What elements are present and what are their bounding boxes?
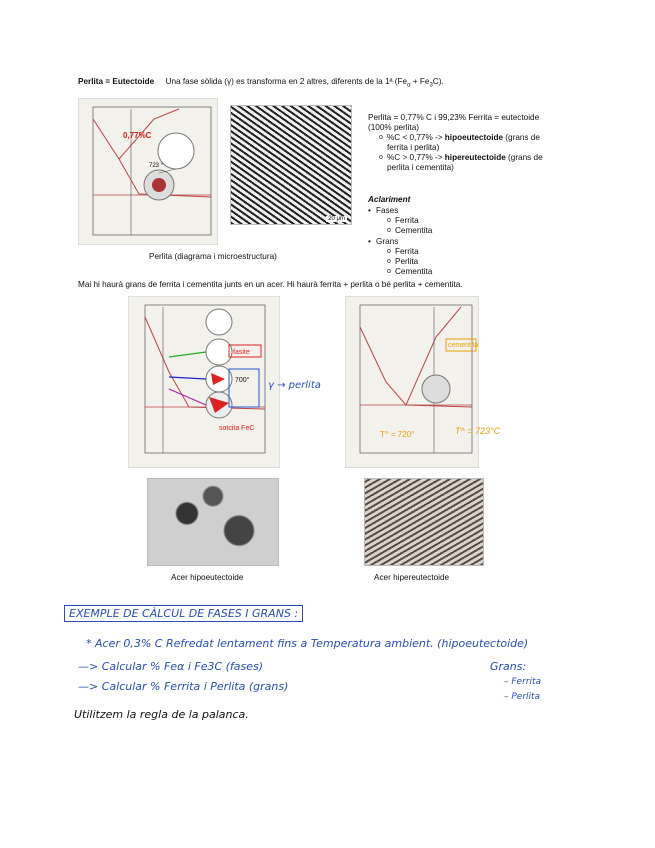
example-title-box: EXEMPLE DE CÀLCUL DE FASES I GRANS : xyxy=(64,605,303,622)
hand-line1: * Acer 0,3% C Refredat lentament fins a Temperatura ambient. (hipoeutectoide) xyxy=(86,637,529,650)
hand-line3: —> Calcular % Ferrita i Perlita (grans) xyxy=(78,680,289,693)
ann-t1: T^ = 720° xyxy=(380,430,415,439)
note-line1: Perlita = 0,77% C i 99,23% Ferrita = eutectoide xyxy=(368,113,540,122)
note-hyper-c: (grans de xyxy=(505,153,543,162)
scale-bar-label: 20 μm xyxy=(328,216,345,222)
phase-diagram-hyper xyxy=(345,296,479,468)
ann-t2: T^ = 723°C xyxy=(455,426,501,436)
grans-item-2: o Cementita xyxy=(395,267,432,277)
section-heading xyxy=(78,77,444,91)
grans-item-0: o Ferrita xyxy=(395,247,419,257)
phase-diagram-hyper-svg xyxy=(346,297,478,467)
fases-item-0: o Ferrita xyxy=(395,216,419,226)
note-line2: (100% perlita) xyxy=(368,123,419,132)
caption-hyper: Acer hipereutectoide xyxy=(374,573,450,582)
aclariment-fases: • Fases xyxy=(376,206,398,216)
hand-line4: Utilitzem la regla de la palanca. xyxy=(74,708,249,721)
hand-grans-2: – Perlita xyxy=(504,692,541,702)
aclariment-title: Aclariment xyxy=(368,195,411,204)
ann-700: 700° xyxy=(235,377,250,384)
ann-fasite: fasite xyxy=(233,349,250,356)
heading-plus: + Fe xyxy=(410,77,430,86)
note-hyper xyxy=(387,153,543,163)
sentence: Mai hi haurà grans de ferrita i cementita junts en un acer. Hi haurà ferrita + perlita o bé perlita + cementita. xyxy=(78,280,463,289)
grans-item-1: o Perlita xyxy=(395,257,418,267)
micrograph-hypo xyxy=(147,478,279,566)
perlite-micrograph xyxy=(230,105,352,225)
heading-sub-3: 3 xyxy=(429,82,433,89)
heading-text: Una fase sòlida (γ) es transforma en 2 altres, diferents de la 1ª (Fe xyxy=(165,77,408,86)
ann-gamma-perlita: γ → perlita xyxy=(268,380,321,391)
note-hypo-c: (grans de xyxy=(503,133,540,142)
hand-grans-1: – Ferrita xyxy=(504,677,542,687)
label-077: 0,77%C xyxy=(123,131,152,140)
note-hyper-a: %C > 0,77% -> xyxy=(387,153,445,162)
note-hyper-b: hipereutectoide xyxy=(444,153,506,162)
micrograph-hyper xyxy=(364,478,484,566)
heading-sub-alpha: α xyxy=(407,82,411,89)
phase-diagram-perlite xyxy=(78,98,218,245)
caption-hypo: Acer hipoeutectoide xyxy=(171,573,244,582)
phase-diagram-perlite-svg xyxy=(79,99,217,244)
note-hypo xyxy=(387,133,540,143)
note-hypo-b: hipoeutectoide xyxy=(444,133,504,142)
ann-cementita: cementita xyxy=(448,342,479,349)
ann-sotcita: sotcita FeC xyxy=(219,425,255,432)
label-723: 723 ° xyxy=(149,163,164,169)
note-hyper-d: perlita i cementita) xyxy=(387,163,454,172)
phase-diagram-hypo-svg xyxy=(129,297,279,467)
hand-line2: —> Calcular % Feα i Fe3C (fases) xyxy=(78,660,264,673)
note-hypo-d: ferrita i perlita) xyxy=(387,143,440,152)
note-hypo-a: %C < 0,77% -> xyxy=(387,133,445,142)
fases-item-1: o Cementita xyxy=(395,226,432,236)
heading-bold: Perlita = Eutectoide xyxy=(78,77,155,86)
hand-grans: Grans: xyxy=(490,660,527,673)
heading-end: C). xyxy=(432,77,444,86)
aclariment-grans: • Grans xyxy=(376,237,398,247)
phase-diagram-hypo xyxy=(128,296,280,468)
figure-caption-perlite: Perlita (diagrama i microestructura) xyxy=(149,252,277,261)
